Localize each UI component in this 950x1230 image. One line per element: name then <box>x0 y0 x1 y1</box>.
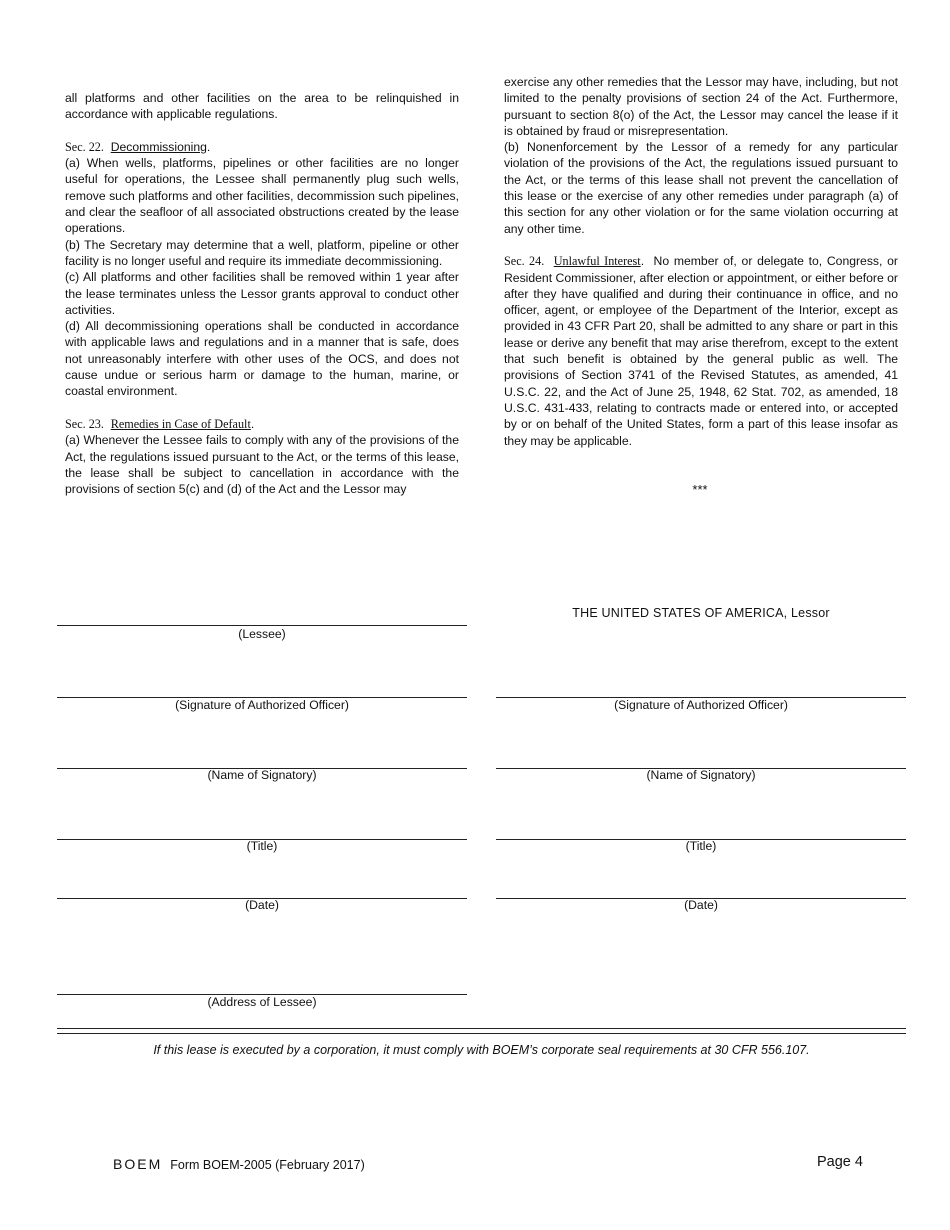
sec22-title: Decommissioning <box>110 139 207 154</box>
lessee-address-label: (Address of Lessee) <box>207 995 317 1009</box>
right-column <box>504 74 898 449</box>
lessee-name-label: (Name of Signatory) <box>207 768 317 782</box>
footer-form: Form BOEM-2005 (February 2017) <box>170 1158 365 1172</box>
sec22-para-c: (c) All platforms and other facilities shall be removed within 1 year after the lease terminates unless the Lessor grants approval to conduct other activities. <box>65 270 459 317</box>
sec23-heading: Sec. 23. Remedies in Case of Default. <box>65 416 255 431</box>
sec22-para-d: (d) All decommissioning operations shall be conducted in accordance with applicable laws and regulations and in a manner that is safe, does not unreasonably interfere with other uses of the OCS, and does not cause undue or serious harm or damage to the human, marine, or coastal environment. <box>65 319 459 399</box>
lessor-date-label: (Date) <box>684 898 718 912</box>
sec23-continuation: exercise any other remedies that the Lessor may have, including, but not limited to the penalty provisions of section 24 of the Act. Furthermore, pursuant to section 8(o) of the Act, the Lessor may cancel the lease if it is obtained by fraud or misrepresentation. <box>504 75 898 138</box>
sec23-number: Sec. 23. <box>65 416 104 431</box>
double-rule-top <box>57 1028 906 1029</box>
double-rule-bottom <box>57 1033 906 1034</box>
intro-paragraph: all platforms and other facilities on the area to be relinquished in accordance with applicable regulations. <box>65 91 459 122</box>
sec23-para-b: (b) Nonenforcement by the Lessor of a remedy for any particular violation of the provisions of the Act, the regulations issued pursuant to the Act, or the terms of this lease shall not prevent the cancellation of this lease or the exercise of any other remedies under paragraph (a) of this section for any other violation or for the same violation occurring at any other time. <box>504 140 898 236</box>
sec23-title: Remedies in Case of Default <box>110 416 251 431</box>
lessor-label: THE UNITED STATES OF AMERICA, Lessor <box>572 606 830 620</box>
sec24-text: No member of, or delegate to, Congress, or Resident Commissioner, after election or appointment, or either before or after they have qualified and during their continuance in office, and no officer, agent, or employee of the Department of the Interior, except as provided in 43 CFR Part 20, shall be admitted to any share or part in this lease or derive any benefit that may arise therefrom, except to the extent that such benefit is obtained by the general public as well. The provisions of Section 3741 of the Revised Statutes, as amended, 41 U.S.C. 22, and the Act of June 25, 1948, 62 Stat. 702, as amended, 18 U.S.C. 431-433, relating to contracts made or entered into, or accepted by or on behalf of the United States, form a part of this lease insofar as they may be applicable. <box>504 254 898 448</box>
footer-brand: BOEM <box>113 1156 163 1172</box>
lessee-party-label: (Lessee) <box>238 627 286 641</box>
corporate-seal-note: If this lease is executed by a corporation, it must comply with BOEM’s corporate seal requirements at 30 CFR 556.107. <box>153 1043 810 1057</box>
sec24-paragraph: Sec. 24. Unlawful Interest. No member of, or delegate to, Congress, or Resident Commissioner, after election or appointment, or either before or after they have qualified and during their continuance in office, and no officer, agent, or employee of the Department of the Interior, except as provided in 43 CFR Part 20, shall be admitted to any share or part in this lease or derive any benefit that may arise therefrom, except to the extent that such benefit is obtained by the general public as well. The provisions of Section 3741 of the Revised Statutes, as amended, 41 U.S.C. 22, and the Act of June 25, 1948, 62 Stat. 702, as amended, 18 U.S.C. 431-433, relating to contracts made or entered into, or accepted by or on behalf of the United States, form a part of this lease insofar as they may be applicable. <box>504 254 898 448</box>
sec22-para-b: (b) The Secretary may determine that a well, platform, pipeline or other facility is no longer useful and require its immediate decommissioning. <box>65 237 459 268</box>
sec23-para-a: (a) Whenever the Lessee fails to comply with any of the provisions of the Act, the regulations issued pursuant to the Act, or the terms of this lease, the lease shall be subject to cancellation in accordance with the provisions of section 5(c) and (d) of the Act and the Lessor may <box>65 433 459 497</box>
sec22-para-a: (a) When wells, platforms, pipelines or other facilities are no longer useful for operations, the Lessee shall permanently plug such wells, remove such platforms and other facilities, decommission such pipelines, and clear the seafloor of all associated obstructions created by the lease operations. <box>65 156 459 236</box>
lessor-name-label: (Name of Signatory) <box>646 768 756 782</box>
lessor-title-label: (Title) <box>685 839 717 853</box>
sec22-number: Sec. 22. <box>65 139 104 154</box>
lessee-date-label: (Date) <box>245 898 279 912</box>
sec24-number: Sec. 24. <box>504 254 545 269</box>
sec22-heading: Sec. 22. Decommissioning. <box>65 139 211 154</box>
lessee-party-line[interactable] <box>57 625 467 626</box>
end-mark: *** <box>692 482 708 497</box>
lessee-title-label: (Title) <box>246 839 278 853</box>
lessee-signature-label: (Signature of Authorized Officer) <box>175 698 349 712</box>
left-column <box>65 90 459 497</box>
sec24-title: Unlawful Interest <box>553 254 641 269</box>
footer-page-number: Page 4 <box>817 1154 863 1170</box>
footer-form-info <box>113 1156 365 1172</box>
lessor-signature-label: (Signature of Authorized Officer) <box>614 698 788 712</box>
